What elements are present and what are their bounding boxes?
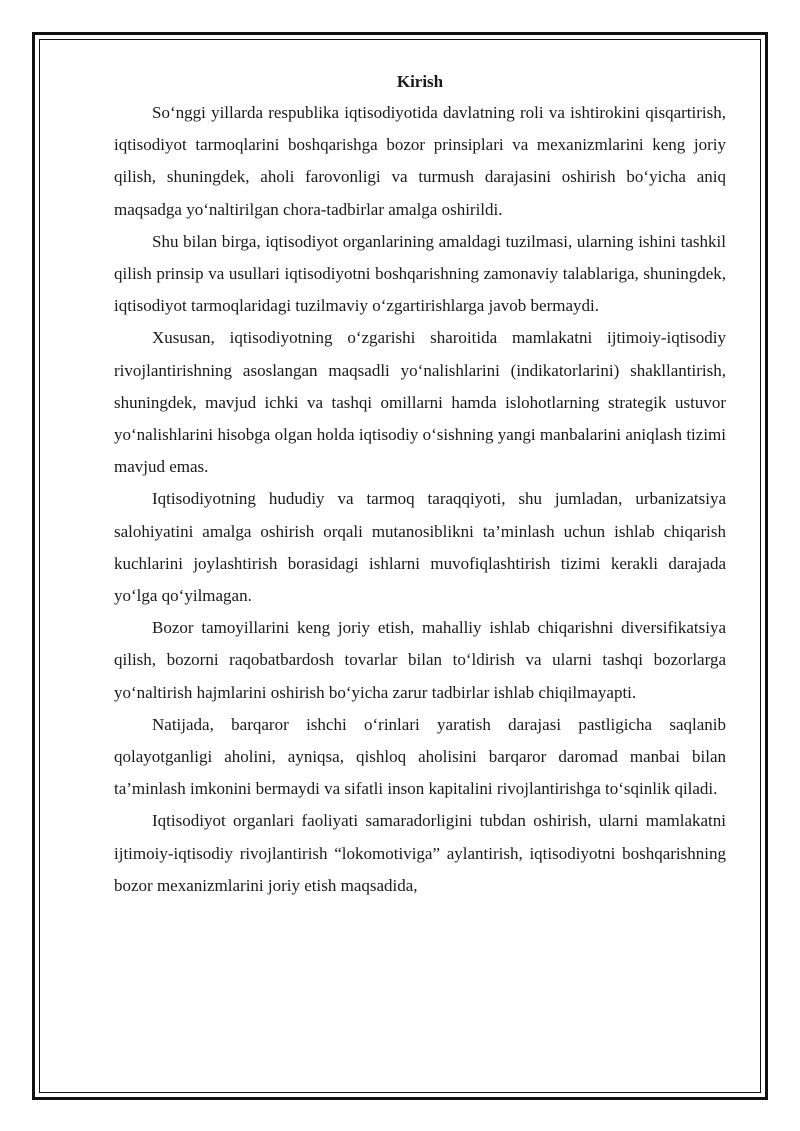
paragraph-4: Iqtisodiyotning hududiy va tarmoq taraqqiyoti, shu jumladan, urbanizatsiya salohiyatini amalga oshirish orqali mutanosiblikni ta’minlash uchun ishlab chiqarish kuchlarini joylashtirish borasidagi ishlarni muvofiqlashtirish tizimi kerakli darajada yo‘lga qo‘yilmagan. xyxy=(114,489,726,606)
paragraph-3: Xususan, iqtisodiyotning o‘zgarishi sharoitida mamlakatni ijtimoiy-iqtisodiy rivojlantirishning asoslangan maqsadli yo‘nalishlarini (indikatorlarini) shakllantirish, shuningdek, mavjud ichki va tashqi omillarni hamda islohotlarning strategik ustuvor yo‘nalishlarini hisobga olgan holda iqtisodiy o‘sishning yangi manbalarini aniqlash tizimi mavjud emas. xyxy=(114,328,726,477)
document-title: Kirish xyxy=(396,72,444,91)
paragraph-2: Shu bilan birga, iqtisodiyot organlarining amaldagi tuzilmasi, ularning ishini tashkil qilish prinsip va usullari iqtisodiyotni boshqarishning zamonaviy talablariga, shuningdek, iqtisodiyot tarmoqlaridagi tuzilmaviy o‘zgartirishlarga javob bermaydi. xyxy=(114,231,726,316)
paragraph-6: Natijada, barqaror ishchi o‘rinlari yaratish darajasi pastligicha saqlanib qolayotganligi aholini, ayniqsa, qishloq aholisini barqaror daromad manbai bilan ta’minlash imkonini bermaydi va sifatli inson kapitalini rivojlantirishga to‘sqinlik qiladi. xyxy=(114,714,726,799)
paragraph-5: Bozor tamoyillarini keng joriy etish, mahalliy ishlab chiqarishni diversifikatsiya qilish, bozorni raqobatbardosh tovarlar bilan to‘ldirish va ularni tashqi bozorlarga yo‘naltirish hajmlarini oshirish bo‘yicha zarur tadbirlar ishlab chiqilmayapti. xyxy=(114,618,726,702)
paragraph-7: Iqtisodiyot organlari faoliyati samaradorligini tubdan oshirish, ularni mamlakatni ijtimoiy-iqtisodiy rivojlantirish “lokomotiviga” aylantirish, iqtisodiyotni boshqarishning bozor mexanizmlarini joriy etish maqsadida, xyxy=(114,811,726,895)
document-body xyxy=(114,70,726,902)
paragraph-1: So‘nggi yillarda respublika iqtisodiyotida davlatning roli va ishtirokini qisqartirish, iqtisodiyot tarmoqlarini boshqarishga bozor prinsiplari va mexanizmlarini keng joriy qilish, shuningdek, aholi farovonligi va turmush darajasini oshirish bo‘yicha aniq maqsadga yo‘naltirilgan chora-tadbirlar amalga oshirildi. xyxy=(114,103,726,219)
